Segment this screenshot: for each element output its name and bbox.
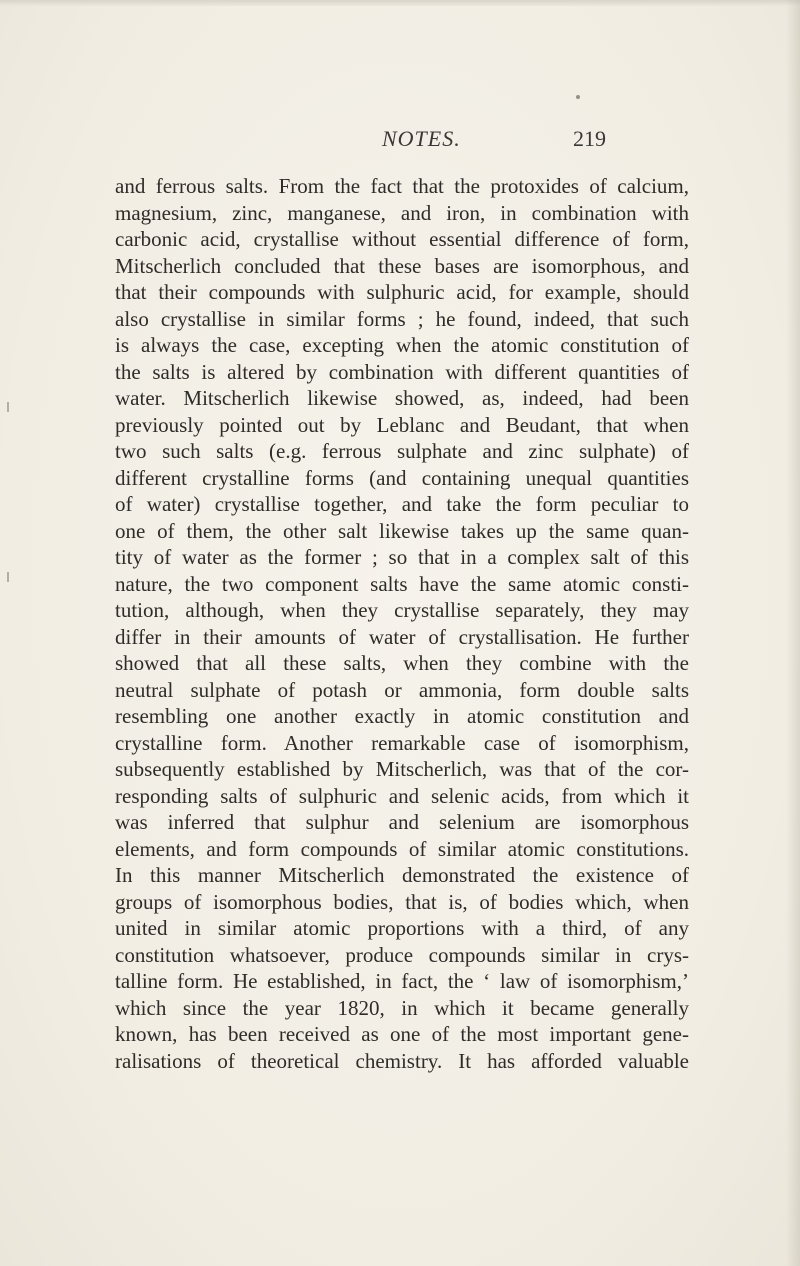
text-line: ralisations of theoretical chemistry. It has afforded valuable bbox=[115, 1048, 689, 1073]
text-line: crystalline form. Another remarkable case of isomorphism, bbox=[115, 730, 689, 755]
page-top-edge bbox=[0, 0, 800, 6]
text-line: subsequently established by Mitscherlich, was that of the cor- bbox=[115, 757, 689, 781]
text-line: showed that all these salts, when they combine with the bbox=[115, 651, 689, 675]
running-head-title: NOTES. bbox=[382, 126, 461, 151]
page-edge-shadow bbox=[786, 0, 800, 1266]
text-line: constitution whatsoever, produce compounds similar in crys- bbox=[115, 942, 689, 967]
text-line: magnesium, zinc, manganese, and iron, in combination with bbox=[115, 200, 689, 225]
margin-mark bbox=[7, 402, 9, 412]
margin-mark bbox=[7, 572, 9, 582]
text-line: different crystalline forms (and containing unequal quantities bbox=[115, 465, 689, 490]
text-line: neutral sulphate of potash or ammonia, form double salts bbox=[115, 677, 689, 702]
text-line: water. Mitscherlich likewise showed, as, indeed, had been bbox=[115, 386, 689, 410]
text-line: carbonic acid, crystallise without essential difference of form, bbox=[115, 227, 689, 251]
text-line: tution, although, when they crystallise separately, they may bbox=[115, 598, 689, 622]
text-line: Mitscherlich concluded that these bases are isomorphous, and bbox=[115, 253, 689, 278]
text-line: differ in their amounts of water of crystallisation. He further bbox=[115, 624, 689, 649]
text-line: the salts is altered by combination with different quantities of bbox=[115, 359, 689, 384]
text-line: also crystallise in similar forms ; he found, indeed, that such bbox=[115, 306, 689, 331]
text-line: one of them, the other salt likewise takes up the same quan- bbox=[115, 518, 689, 543]
text-line: tity of water as the former ; so that in a complex salt of this bbox=[115, 545, 689, 569]
text-line: elements, and form compounds of similar atomic constitutions. bbox=[115, 836, 689, 861]
text-line: responding salts of sulphuric and selenic acids, from which it bbox=[115, 783, 689, 808]
text-line: was inferred that sulphur and selenium are isomorphous bbox=[115, 810, 689, 834]
ink-speck bbox=[576, 95, 580, 99]
page-number: 219 bbox=[573, 126, 606, 151]
text-line: united in similar atomic proportions with a third, of any bbox=[115, 916, 689, 940]
text-line: which since the year 1820, in which it became generally bbox=[115, 995, 689, 1020]
text-line: that their compounds with sulphuric acid, for example, should bbox=[115, 280, 689, 304]
text-line: of water) crystallise together, and take the form peculiar to bbox=[115, 492, 689, 516]
text-line: known, has been received as one of the most important gene- bbox=[115, 1022, 689, 1046]
running-head bbox=[0, 126, 800, 156]
text-line: In this manner Mitscherlich demonstrated the existence of bbox=[115, 863, 689, 887]
text-line: nature, the two component salts have the same atomic consti- bbox=[115, 571, 689, 596]
text-line: previously pointed out by Leblanc and Beudant, that when bbox=[115, 412, 689, 437]
text-line: two such salts (e.g. ferrous sulphate and zinc sulphate) of bbox=[115, 439, 689, 463]
text-line: resembling one another exactly in atomic constitution and bbox=[115, 704, 689, 728]
text-line: is always the case, excepting when the atomic constitution of bbox=[115, 333, 689, 357]
text-line: and ferrous salts. From the fact that the protoxides of calcium, bbox=[115, 174, 689, 198]
text-line: talline form. He established, in fact, the ‘ law of isomorphism,’ bbox=[115, 969, 689, 993]
text-line: groups of isomorphous bodies, that is, of bodies which, when bbox=[115, 889, 689, 914]
